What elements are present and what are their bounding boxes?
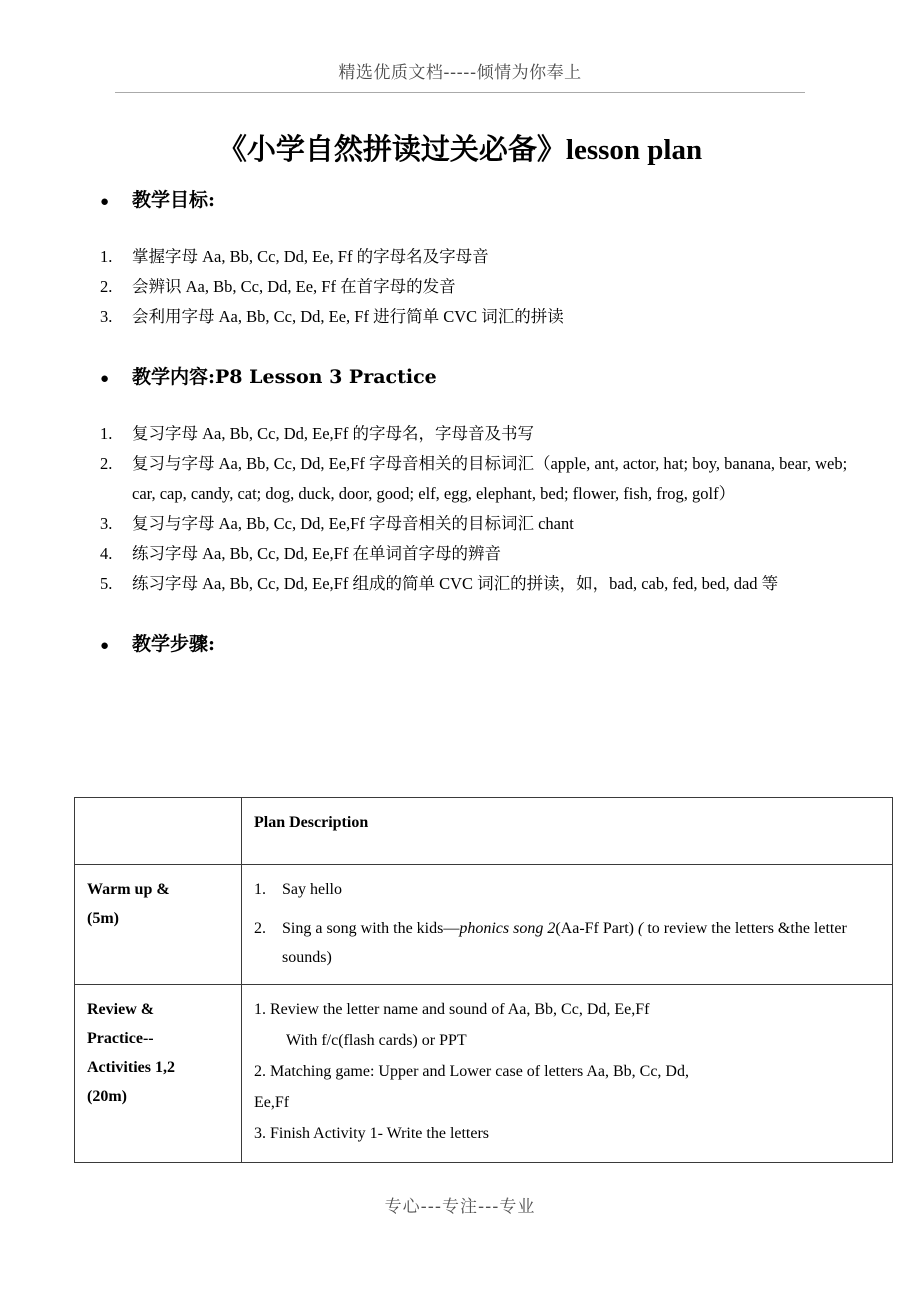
stage-line: Activities 1,2 bbox=[87, 1059, 175, 1076]
list-text: 复习与字母 Aa, Bb, Cc, Dd, Ee,Ff 字母音相关的目标词汇 chant bbox=[132, 514, 574, 533]
table-cell-description bbox=[242, 985, 893, 1163]
header-divider-rule bbox=[115, 92, 805, 93]
bullet-icon: ● bbox=[100, 638, 110, 654]
activity-line: With f/c(flash cards) or PPT bbox=[286, 1032, 467, 1049]
list-text: Say hello bbox=[282, 881, 342, 898]
list-text: 会辨识 Aa, Bb, Cc, Dd, Ee, Ff 在首字母的发音 bbox=[132, 277, 456, 296]
list-text: 练习字母 Aa, Bb, Cc, Dd, Ee,Ff 在单词首字母的辨音 bbox=[132, 544, 501, 563]
text-post: to review the letters &the letter sounds) bbox=[282, 920, 847, 966]
list-text bbox=[282, 914, 880, 972]
list-number: 1. bbox=[100, 424, 113, 443]
lesson-plan-table-container bbox=[74, 797, 847, 1163]
table-header-stage-cell bbox=[75, 798, 242, 865]
list-item bbox=[0, 419, 920, 449]
stage-line: (20m) bbox=[87, 1088, 127, 1105]
lesson-plan-table bbox=[74, 797, 893, 1163]
list-item bbox=[0, 272, 920, 302]
list-number: 2. bbox=[100, 277, 113, 296]
warmup-activity-list bbox=[254, 875, 880, 972]
document-body bbox=[0, 185, 920, 660]
bullet-icon: ● bbox=[100, 371, 110, 387]
text-pre: Sing a song with the kids— bbox=[282, 920, 460, 937]
section-heading-label: 教学内容:P8 Lesson 3 Practice bbox=[132, 366, 437, 388]
stage-line: Warm up & bbox=[87, 881, 170, 898]
bullet-icon: ● bbox=[100, 194, 110, 210]
stage-line: Review & bbox=[87, 1001, 155, 1018]
list-item bbox=[0, 242, 920, 272]
list-text: 会利用字母 Aa, Bb, Cc, Dd, Ee, Ff 进行简单 CVC 词汇的拼读 bbox=[132, 307, 564, 326]
section-heading-label: 教学目标: bbox=[132, 189, 216, 211]
section-heading-content bbox=[0, 362, 920, 389]
list-item bbox=[254, 875, 880, 904]
list-number: 5. bbox=[100, 574, 113, 593]
list-text: 复习与字母 Aa, Bb, Cc, Dd, Ee,Ff 字母音相关的目标词汇（apple, ant, actor, hat; boy, banana, bear, web; car, cap, candy, cat; dog, duck, door, good; elf, egg, elephant, bed; flower, fish, frog, golf） bbox=[132, 454, 848, 503]
list-text: 练习字母 Aa, Bb, Cc, Dd, Ee,Ff 组成的简单 CVC 词汇的拼读，如，bad, cab, fed, bed, dad 等 bbox=[132, 574, 779, 593]
text-mid: (Aa-Ff Part) bbox=[555, 920, 638, 937]
list-text: 掌握字母 Aa, Bb, Cc, Dd, Ee, Ff 的字母名及字母音 bbox=[132, 247, 489, 266]
title-chinese-part: 《小学自然拼读过关必备》 bbox=[217, 132, 566, 167]
table-row bbox=[75, 865, 893, 985]
list-number: 3. bbox=[100, 514, 113, 533]
table-cell-stage bbox=[75, 985, 242, 1163]
table-cell-stage bbox=[75, 865, 242, 985]
review-activity-lines bbox=[254, 995, 880, 1148]
list-number: 2. bbox=[254, 920, 266, 937]
page-title bbox=[0, 127, 920, 172]
text-italic-paren: ( bbox=[637, 920, 644, 937]
activity-line: 2. Matching game: Upper and Lower case of letters Aa, Bb, Cc, Dd, bbox=[254, 1063, 689, 1080]
list-number: 3. bbox=[100, 307, 113, 326]
objectives-list bbox=[0, 242, 920, 332]
list-item bbox=[254, 914, 880, 972]
list-item bbox=[0, 509, 920, 539]
title-english-part: lesson plan bbox=[565, 134, 703, 167]
section-heading-objectives bbox=[0, 185, 920, 212]
page-footer-watermark: 专心---专注---专业 bbox=[384, 1197, 536, 1217]
stage-line: (5m) bbox=[87, 910, 119, 927]
list-item bbox=[0, 302, 920, 332]
content-list bbox=[0, 419, 920, 599]
section-heading-procedure bbox=[0, 629, 920, 656]
table-row bbox=[75, 985, 893, 1163]
list-number: 1. bbox=[100, 247, 113, 266]
table-header-row bbox=[75, 798, 893, 865]
list-item bbox=[0, 449, 920, 509]
section-heading-label: 教学步骤: bbox=[132, 633, 216, 655]
list-item bbox=[0, 539, 920, 569]
list-item bbox=[0, 569, 920, 599]
activity-line: 1. Review the letter name and sound of Aa, Bb, Cc, Dd, Ee,Ff bbox=[254, 1001, 650, 1018]
table-cell-description bbox=[242, 865, 893, 985]
table-header-description-cell: Plan Description bbox=[242, 798, 893, 865]
stage-line: Practice-- bbox=[87, 1030, 154, 1047]
list-number: 4. bbox=[100, 544, 113, 563]
list-number: 1. bbox=[254, 881, 266, 898]
page-header-watermark: 精选优质文档-----倾情为你奉上 bbox=[338, 63, 582, 83]
activity-line: Ee,Ff bbox=[254, 1094, 290, 1111]
text-italic-song-title: phonics song 2 bbox=[459, 920, 556, 937]
list-text: 复习字母 Aa, Bb, Cc, Dd, Ee,Ff 的字母名，字母音及书写 bbox=[132, 424, 534, 443]
activity-line: 3. Finish Activity 1- Write the letters bbox=[254, 1125, 490, 1142]
list-number: 2. bbox=[100, 454, 113, 473]
